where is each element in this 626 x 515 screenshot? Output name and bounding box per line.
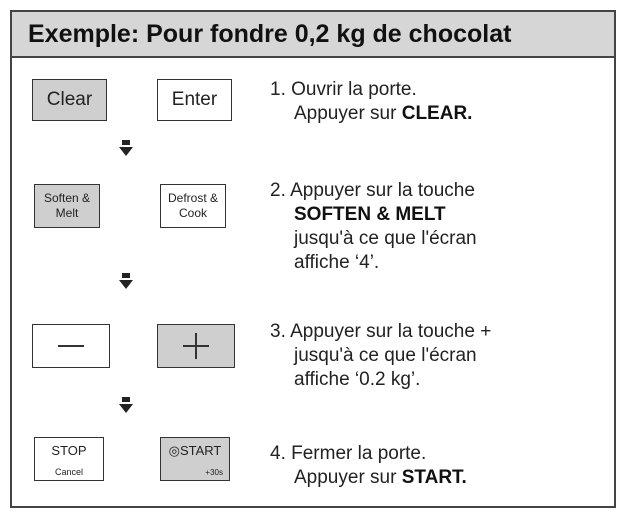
start-key-label: ◎START (168, 443, 222, 458)
step-2-line-3: jusqu'à ce que l'écran (294, 228, 477, 249)
step-4-line-1: 4. Fermer la porte. (270, 443, 427, 464)
step-2-line-1: 2. Appuyer sur la touche (270, 180, 475, 201)
step-4-line-2: Appuyer sur START. (294, 467, 467, 488)
step-1-text (270, 78, 472, 126)
cancel-key-label: Cancel (54, 467, 83, 477)
enter-key-label: Enter (171, 89, 218, 110)
clear-key (32, 79, 107, 121)
step-2-text (270, 179, 477, 275)
defrost-cook-key (160, 184, 226, 228)
soften-melt-key (34, 184, 100, 228)
instruction-panel (10, 10, 616, 508)
step-1-line-1: 1. Ouvrir la porte. (270, 79, 417, 100)
step-3-line-1: 3. Appuyer sur la touche + (270, 321, 492, 342)
soften-melt-key-line-2: Melt (55, 206, 79, 220)
defrost-cook-key-line-1: Defrost & (167, 191, 218, 205)
step-1-line-2: Appuyer sur CLEAR. (294, 103, 473, 124)
plus-30s-label: +30s (205, 468, 223, 477)
step-2-line-4: affiche ‘4’. (294, 252, 380, 273)
clear-key-label: Clear (46, 89, 93, 110)
plus-icon (183, 333, 209, 359)
down-arrow-icon (119, 404, 133, 413)
down-arrow-icon (119, 147, 133, 156)
step-4-text (270, 442, 467, 490)
step-3-line-3: affiche ‘0.2 kg’. (294, 369, 421, 390)
soften-melt-key-line-1: Soften & (43, 191, 91, 205)
start-key (160, 437, 230, 481)
enter-key (157, 79, 232, 121)
down-arrow-icon (119, 280, 133, 289)
defrost-cook-key-line-2: Cook (178, 206, 207, 220)
stop-key-label: STOP (51, 443, 87, 458)
plus-key (157, 324, 235, 368)
step-3-text (270, 320, 491, 392)
step-3-line-2: jusqu'à ce que l'écran (294, 345, 477, 366)
page-title: Exemple: Pour fondre 0,2 kg de chocolat (12, 12, 614, 58)
step-2-line-2: SOFTEN & MELT (294, 204, 446, 225)
minus-icon (58, 345, 84, 347)
stop-cancel-key (34, 437, 104, 481)
minus-key (32, 324, 110, 368)
